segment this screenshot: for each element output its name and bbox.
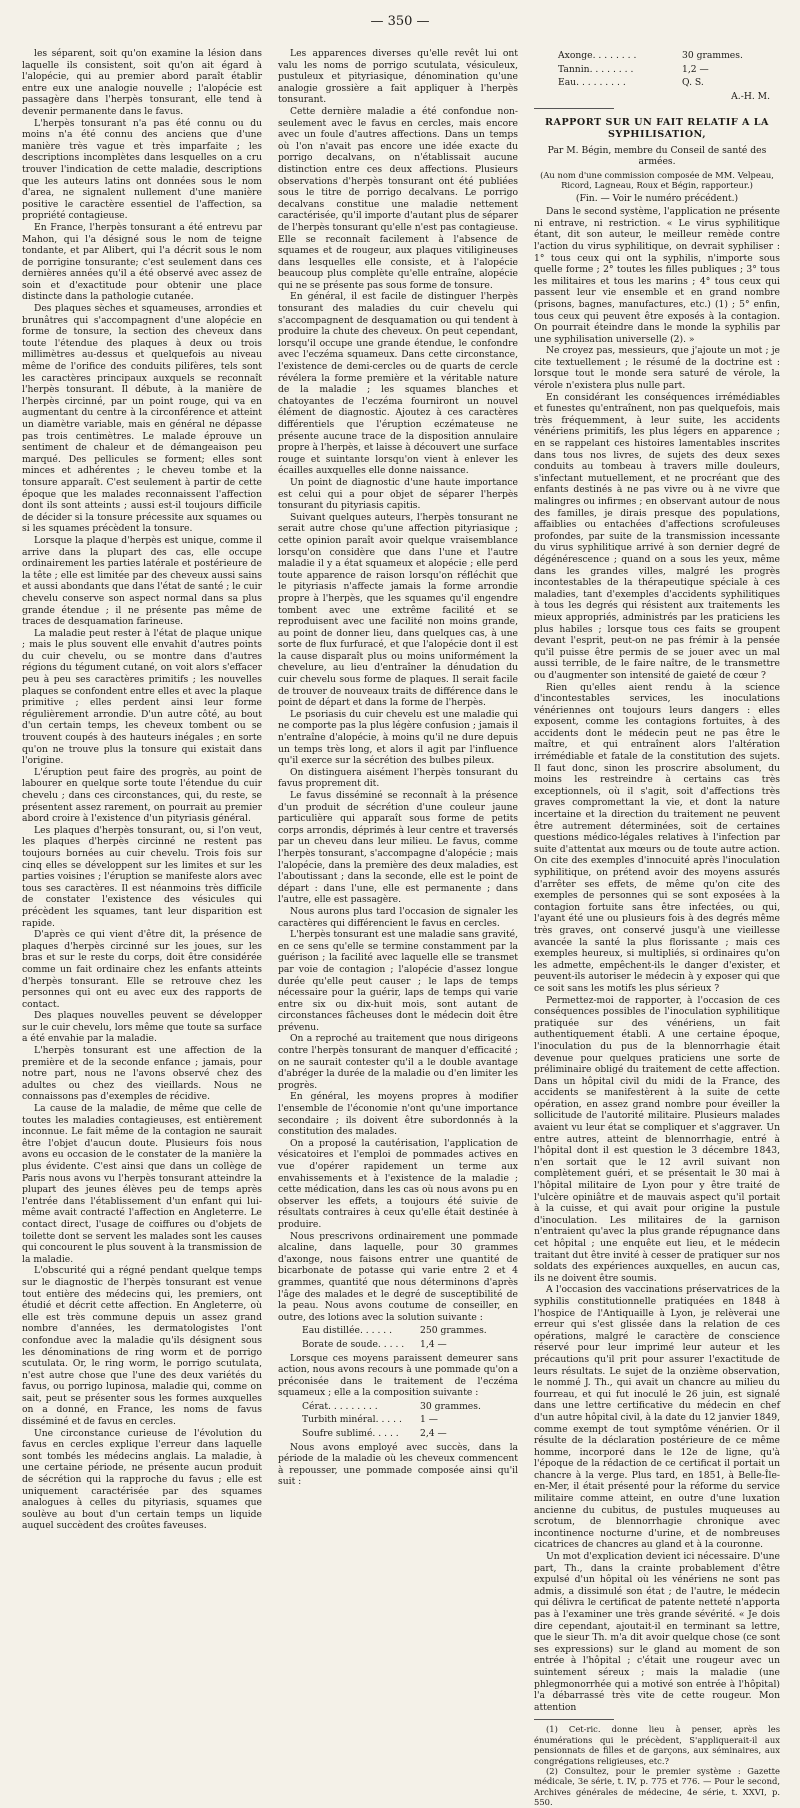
ingredient-qty: 1,2 — — [682, 63, 709, 75]
ingredient-qty: 30 grammes. — [682, 50, 743, 61]
paragraph: L'éruption peut faire des progrès, au point de labourer en quelque sorte toute l'étendue du cuir chevelu ; dans ces circonstances, qui, du reste, se présentent assez rarement, on pourrait au premier abord croire à l'existence d'un pityriasis général. — [22, 766, 262, 825]
paragraph: Des plaques nouvelles peuvent se développer sur le cuir chevelu, lors même que toute sa surface a été envahie par la maladie. — [22, 1010, 262, 1045]
paragraph: La maladie peut rester à l'état de plaque unique ; mais le plus souvent elle envahit d'autres points du cuir chevelu, ou se montre dans d'autres régions du tégument cutané, on voit alors s'effacer peu à peu ses caractères primitifs ; les nouvelles plaques se confondent entre elles et avec la plaque primitive ; elles perdent ainsi leur forme régulièrement arrondie. D'un autre côté, au bout d'un certain temps, les cheveux tombent ou se trouvent coupés à des hauteurs inégales ; en sorte qu'on ne trouve plus la tonsure qui existait dans l'origine. — [22, 627, 262, 767]
paragraph: Lorsque la plaque d'herpès est unique, comme il arrive dans la plupart des cas, elle occupe ordinairement les parties latérale et postérieure de la tête ; elle est limitée par des cheveux aussi sains et aussi abondants que dans l'état de santé ; le cuir chevelu conserve son aspect normal dans sa plus grande étendue ; il ne présente pas même de traces de desquamation farineuse. — [22, 534, 262, 628]
ingredient-qty: 1 — — [420, 1414, 438, 1426]
recipe-row — [302, 1325, 490, 1337]
paragraph: Rien qu'elles aient rendu à la science d'incontestables services, les inoculations vénériennes ont toujours leurs dangers : elles exposent, comme les contagions fortuites, à des accidents dont le médecin peut ne pas être le maître, et qui entraînent alors l'altération irrémédiable et fatale de la constitution des sujets. Il faut donc, sinon les proscrire absolument, du moins les restreindre à certains cas très exceptionnels, où il s'agit, soit d'affections très graves compromettant la vie, et dont la nature incertaine et la direction du traitement ne peuvent être autrement déterminées, soit de certaines questions médico-légales relatives à l'infection par suite d'attentat aux mœurs ou de toute autre action. On cite des exemples d'innocuité après l'inoculation syphilitique, on prétend avoir des moyens assurés d'arrêter ses effets, de même qu'on cite des exemples de personnes qui se sont exposées à la contagion fortuite sans être infectées, ou qui, l'ayant été une ou plusieurs fois à des degrés même très graves, ont conservé jusqu'à une vieillesse avancée la santé la plus florissante ; mais ces exemples heureux, si multipliés, si ordinaires qu'on les admette, empêchent-ils le danger d'exister, et peuvent-ils autoriser le médecin à y exposer qui que ce soit sans les motifs les plus sérieux ? — [534, 681, 780, 994]
commission-note: (Au nom d'une commission composée de MM. Velpeau, Ricord, Lagneau, Roux et Bégin, rapporteur.) — [540, 169, 774, 191]
paragraph: Ne croyez pas, messieurs, que j'ajoute un mot ; je cite textuellement ; le résumé de la doctrine est : lorsque tout le monde sera saturé de vérole, la vérole n'existera plus nulle part. — [534, 345, 780, 392]
paragraph: Dans le second système, l'application ne présente ni entrave, ni restriction. « Le virus syphilitique étant, dit son auteur, le meilleur remède contre l'action du virus syphilitique, on devrait syphiliser : 1° tous ceux qui ont la syphilis, n'importe sous quelle forme ; 2° toutes les filles publiques ; 3° tous les militaires et tous les marins ; 4° tous ceux qui passent leur vie ensemble et en grand nombre (prisons, bagnes, manufactures, etc.) (1) ; 5° enfin, tous ceux qui peuvent être exposés à la contagion. On pourrait éteindre dans le monde la syphilis par une syphilisation universelle (2). » — [534, 206, 780, 345]
paragraph: Nous prescrivons ordinairement une pommade alcaline, dans laquelle, pour 30 grammes d'axonge, nous faisons entrer une quantité de bicarbonate de potasse qui varie entre 2 et 4 grammes, quantité que nous déterminons d'après l'âge des malades et le degré de susceptibilité de la peau. Nous avons coutume de conseiller, en outre, des lotions avec la solution suivante : — [278, 1230, 518, 1323]
ingredient-name: Cérat. . . . . . . . . — [302, 1400, 378, 1412]
ingredient-qty: 2,4 — — [420, 1428, 447, 1440]
ingredient-qty: 1,4 — — [420, 1338, 447, 1350]
paragraph: L'herpès tonsurant est une maladie sans gravité, en ce sens qu'elle se termine constamment par la guérison ; la facilité avec laquelle elle se transmet par voie de contagion ; l'alopécie d'assez longue durée qu'elle peut causer ; le laps de temps nécessaire pour la guérir, laps de temps qui varie entre six ou dix-huit mois, sont autant de circonstances fâcheuses dont le médecin doit être prévenu. — [278, 929, 518, 1033]
paragraph: Les plaques d'herpès tonsurant, ou, si l'on veut, les plaques d'herpès circinné ne restent pas toujours bornées au cuir chevelu. Trois fois sur cinq elles se développent sur les limites et sur les parties voisines ; l'éruption se manifeste alors avec tous ses caractères. Il est néanmoins très difficile de constater l'existence des vésicules qui précèdent les squames, tant leur disparition est rapide. — [22, 824, 262, 929]
paragraph: D'après ce qui vient d'être dit, la présence de plaques d'herpès circinné sur les joues, sur les bras et sur le reste du corps, doit être considérée comme un fait ordinaire chez les enfants atteints d'herpès tonsurant. Elle se retrouve chez les personnes qui ont eu avec eux des rapports de contact. — [22, 929, 262, 1010]
paragraph: les séparent, soit qu'on examine la lésion dans laquelle ils consistent, soit qu'on ait égard à l'alopécie, qui au premier abord paraît établir entre eux une analogie nouvelle ; l'alopécie est passagère dans l'herpès tonsurant, elle tend à devenir permanente dans le favus. — [22, 48, 262, 117]
recipe-row — [558, 64, 752, 76]
recipe-row — [302, 1428, 490, 1440]
ingredient-name: Turbith minéral. . . . . — [302, 1414, 402, 1426]
recipe-row — [558, 50, 752, 62]
recipe-row — [302, 1339, 490, 1351]
paragraph: Le favus disséminé se reconnaît à la présence d'un produit de sécrétion d'une couleur jaune particulière qui apparaît sous forme de petits corps arrondis, déprimés à leur centre et traversés par un cheveu dans leur milieu. Le favus, comme l'herpès tonsurant, s'accompagne d'alopécie ; mais l'alopécie, dans la première des deux maladies, est l'aboutissant ; dans la seconde, elle est le point de départ : dans l'une, elle est permanente ; dans l'autre, elle est passagère. — [278, 790, 518, 906]
paragraph: L'herpès tonsurant est une affection de la première et de la seconde enfance ; jamais, pour notre part, nous ne l'avons observé chez des adultes ou chez des vieillards. Nous ne connaissons pas d'exemples de récidive. — [22, 1045, 262, 1103]
paragraph: L'obscurité qui a régné pendant quelque temps sur le diagnostic de l'herpès tonsurant est venue tout entière des médecins qui, les premiers, ont étudié et décrit cette affection. En Angleterre, où elle est très commune depuis un assez grand nombre d'années, les dermatologistes l'ont confondue avec la maladie qu'ils désignent sous les dénominations de ring worm et de porrigo scutulata. Or, le ring worm, le porrigo scutulata, n'est autre chose que l'une des deux variétés du favus, ou porrigo lupinosa, maladie qui, comme on sait, peut se présenter sous les formes auxquelles on a donné, en France, les noms de favus disséminé et de favus en cercles. — [22, 1265, 262, 1428]
recipe-row — [302, 1401, 490, 1413]
paragraph: En considérant les conséquences irrémédiables et funestes qu'entraînent, non pas quelquefois, mais très fréquemment, à leur suite, les accidents vénériens primitifs, les plus légers en apparence ; en se rappelant ces histoires lamentables inscrites dans tous nos livres, de sujets des deux sexes conduits au tombeau à travers mille douleurs, s'infectant mutuellement, et ne procréant que des enfants destinés à ne pas vivre ou à ne vivre que malingres ou infirmes ; en observant autour de nous des familles, je dirais presque des populations, affaiblies ou entachées d'affections scrofuleuses profondes, par suite de la transmission incessante du virus syphilitique arrivé à son dernier degré de dégénérescence ; quand on a sous les yeux, même dans les grandes villes, malgré les progrès incontestables de la thérapeutique spéciale à ces maladies, tant d'exemples d'accidents syphilitiques à tous les degrés qui résistent aux traitements les mieux appropriés, administrés par les praticiens les plus habiles ; lorsque tous ces faits se groupent devant l'esprit, peut-on ne pas frémir à la pensée qu'il puisse être permis de se jouer avec un mal aussi terrible, de le faire naître, de le transmettre ou d'augmenter son intensité de gaieté de cœur ? — [534, 391, 780, 681]
paragraph: Des plaques sèches et squameuses, arrondies et brunâtres qui s'accompagnent d'une alopécie en forme de tonsure, la section des cheveux dans toute l'étendue des plaques à deux ou trois millimètres au-dessus et quelquefois au niveau même de l'orifice des conduits pilifères, tels sont les caractères principaux auxquels se reconnaît l'herpès tonsurant. Il débute, à la manière de l'herpès circinné, par un point rouge, qui va en augmentant du centre à la circonférence et atteint un diamètre variable, mais en général ne dépasse pas trois centimètres. Le malade éprouve un sentiment de chaleur et de démangeaison peu marqué. Des pellicules se forment; elles sont minces et adhérentes ; le cheveu tombe et la tonsure apparaît. C'est seulement à partir de cette époque que les malades reconnaissent l'affection dont ils sont atteints ; aussi est-il toujours difficile de décider si la tonsure précessite aux squames ou si les squames précèdent la tonsure. — [22, 303, 262, 535]
paragraph: Le psoriasis du cuir chevelu est une maladie qui ne comporte pas la plus légère confusion ; jamais il n'entraîne d'alopécie, à moins qu'il ne dure depuis un temps très long, et alors il agit par l'influence qu'il exerce sur la sécrétion des bulbes pileux. — [278, 708, 518, 767]
continuation-note: (Fin. — Voir le numéro précédent.) — [575, 192, 739, 204]
paragraph: La cause de la maladie, de même que celle de toutes les maladies contagieuses, est entièrement inconnue. Le fait même de la contagion ne saurait être l'objet d'aucun doute. Plusieurs fois nous avons eu occasion de le constater de la manière la plus évidente. C'est ainsi que dans un collège de Paris nous avons vu l'herpès tonsurant atteindre la plupart des jeunes élèves peu de temps après l'entrée dans l'établissement d'un enfant qui lui-même avait contracté l'affection en Angleterre. Le contact direct, l'usage de coiffures ou d'objets de toilette dont se servent les malades sont les causes qui concourent le plus souvent à la transmission de la maladie. — [22, 1103, 262, 1265]
paragraph: A l'occasion des vaccinations préservatrices de la syphilis constitutionnelle pratiquées en 1848 à l'hospice de l'Antiquaille à Lyon, je relèverai une erreur qui s'est glissée dans la relation de ces opérations, malgré le caractère de conscience réservé pour leur imprimé leur auteur et les précautions qu'il prit pour assurer l'exactitude de leurs résultats. Le sujet de la onzième observation, le nommé J. Th., qui avait un chancre au milieu du fourreau, et qui fut inoculé le 26 juin, est signalé dans une lettre certificative du médecin en chef d'un autre hôpital civil, à la date du 12 janvier 1849, comme exempt de tout symptôme vénérien. Or il résulte de la déclaration postérieure de ce même homme, incorporé dans le 12e de ligne, qu'à l'époque de la rédaction de ce certificat il portait un chancre à la verge. Plus tard, en 1851, à Belle-Île-en-Mer, il était présenté pour la réforme du service militaire comme atteint, en outre d'une luxation ancienne du cubitus, de pustules muqueuses au scrotum, de blennorrhagie chronique avec incontinence nocturne d'urine, et de nombreuses cicatrices de chancres au gland et à la couronne. — [534, 1284, 780, 1551]
article-title: RAPPORT SUR UN FAIT RELATIF A LA SYPHILISATION, — [545, 117, 769, 140]
recipe-row — [558, 77, 752, 89]
ingredient-name: Eau. . . . . . . . . — [558, 77, 626, 89]
paragraph: Permettez-moi de rapporter, à l'occasion de ces conséquences possibles de l'inoculation syphilitique pratiquée sur des vénériens, un fait authentiquement établi. A une certaine époque, l'inoculation du pus de la blennorrhagie était devenue pour quelques praticiens une sorte de préliminaire obligé du traitement de cette affection. Dans un hôpital civil du midi de la France, des accidents se manifestèrent à la suite de cette opération, en assez grand nombre pour éveiller la sollicitude de l'autorité militaire. Plusieurs malades avaient vu leur état se compliquer et s'aggraver. Un entre autres, atteint de blennorrhagie, entré à l'hôpital dont il est question le 3 décembre 1843, n'en sortait que le 12 avril suivant non complètement guéri, et se présentait le 30 mai à l'hôpital militaire de Lyon pour y être traité de l'ulcère opiniâtre et de mauvais aspect qu'il portait à la cuisse, et qui avait pour origine la pustule d'inoculation. Les militaires de la garnison n'entraient qu'avec la plus grande répugnance dans cet hôpital ; une enquête eut lieu, et le médecin traitant dut être invité à cesser de pratiquer sur nos soldats des expériences auxquelles, en aucun cas, ils ne doivent être soumis. — [534, 994, 780, 1284]
paragraph: On a proposé la cautérisation, l'application de vésicatoires et l'emploi de pommades actives en vue d'opérer rapidement un terme aux envahissements et à l'existence de la maladie ; cette médication, dans les cas où nous avons pu en observer les effets, a toujours été suivie de résultats contraires à ceux qu'elle était destinée à produire. — [278, 1137, 518, 1230]
ingredient-name: Borate de soude. . . . . — [302, 1338, 405, 1350]
column-middle — [278, 48, 518, 1488]
paragraph: Un point de diagnostic d'une haute importance est celui qui a pour objet de séparer l'herpès tonsurant du pityriasis capitis. — [278, 476, 518, 512]
footnote-divider — [534, 1719, 614, 1720]
column-left — [22, 48, 262, 1532]
recipe-row — [302, 1414, 490, 1426]
ingredient-qty: 30 grammes. — [420, 1400, 481, 1412]
paragraph: Un mot d'explication devient ici nécessaire. D'une part, Th., dans la crainte probablement d'être expulsé d'un hôpital où les vénériens ne sont pas admis, a dissimulé son état ; de l'autre, le médecin qui délivra le certificat de patente netteté n'apporta pas à l'examiner une très grande sévérité. « Je dois dire cependant, ajoutait-il en terminant sa lettre, que le sieur Th. m'a dit avoir quelque chose (ce sont ses expressions) sur le gland au moment de son entrée à l'hôpital ; c'était une rougeur avec un suintement séreux ; mais la maladie (une phlegmonorrhée qui a motivé son entrée à l'hôpital) l'a débarrassé très vite de cette rougeur. Mon attention — [534, 1551, 780, 1713]
paragraph: En général, il est facile de distinguer l'herpès tonsurant des maladies du cuir chevelu qui s'accompagnent de desquamation ou qui tendent à produire la chute des cheveux. On peut cependant, lorsqu'il occupe une grande étendue, le confondre avec l'eczéma squameux. Dans cette circonstance, l'existence de demi-cercles ou de quarts de cercle révélera la forme première et la véritable nature de la maladie ; les squames blanches et chatoyantes de l'eczéma fourniront un nouvel élément de diagnostic. Ajoutez à ces caractères différentiels que l'éruption eczémateuse ne présente aucune trace de la disposition annulaire propre à l'herpès, et laisse à découvert une surface rouge et suintante lorsqu'on vient à enlever les écailles auxquelles elle donne naissance. — [278, 291, 518, 477]
paragraph: Les apparences diverses qu'elle revêt lui ont valu les noms de porrigo scutulata, vésiculeux, pustuleux et pityriasique, dénomination qu'une analogie grossière a fait appliquer à l'herpès tonsurant. — [278, 48, 518, 106]
paragraph: L'herpès tonsurant n'a pas été connu ou du moins n'a été connu des anciens que d'une manière très vague et très imparfaite ; les descriptions incomplètes dans lesquelles on a cru trouver l'indication de cette maladie, descriptions que les auteurs latins ont données sous le nom d'area, ne signalent nullement d'une manière positive le caractère essentiel de l'affection, sa propriété contagieuse. — [22, 117, 262, 222]
paragraph: Nous avons employé avec succès, dans la période de la maladie où les cheveux commencent à repousser, une pommade composée ainsi qu'il suit : — [278, 1441, 518, 1488]
ingredient-qty: 250 grammes. — [420, 1325, 487, 1337]
ingredient-name: Soufre sublimé. . . . . — [302, 1428, 399, 1440]
paragraph: Nous aurons plus tard l'occasion de signaler les caractères qui différencient le favus en cercles. — [278, 905, 518, 929]
ingredient-qty: Q. S. — [682, 77, 704, 89]
paragraph: En général, les moyens propres à modifier l'ensemble de l'économie n'ont qu'une importance secondaire ; ils doivent être subordonnés à la constitution des malades. — [278, 1091, 518, 1138]
article-byline: Par M. Bégin, membre du Conseil de santé des armées. — [547, 144, 767, 168]
paragraph: Lorsque ces moyens paraissent demeurer sans action, nous avons recours à une pommade qu'on a préconisée dans le traitement de l'eczéma squameux ; elle a la composition suivante : — [278, 1352, 518, 1399]
footnote: (2) Consultez, pour le premier système : Gazette médicale, 3e série, t. IV, p. 775 et 776. — Pour le second, Archives générales de médecine, 4e série, t. XXVI, p. 550. — [534, 1765, 780, 1808]
author-signature: A.-H. M. — [731, 90, 770, 102]
divider — [534, 108, 614, 109]
paragraph: En France, l'herpès tonsurant a été entrevu par Mahon, qui l'a désigné sous le nom de teigne tondante, et par Alibert, qui l'a décrit sous le nom de porrigine tonsurante; c'est seulement dans ces dernières années qu'il a été observé avec assez de soin et d'exactitude pour obtenir une place distincte dans la pathologie cutanée. — [22, 221, 262, 303]
footnote: (1) Cet-ric. donne lieu à penser, après les énumérations qui le précèdent, S'appliquerait-il aux pensionnats de filles et de garçons, aux séminaires, aux congrégations religieuses, etc.? — [534, 1724, 780, 1766]
ingredient-name: Axonge. . . . . . . . — [558, 50, 637, 61]
column-right — [534, 48, 780, 1808]
paragraph: Une circonstance curieuse de l'évolution du favus en cercles explique l'erreur dans laquelle sont tombés les médecins anglais. La maladie, à une certaine période, ne présente aucun produit de sécrétion qui la rapproche du favus ; elle est uniquement caractérisée par des squames analogues à celles du pityriasis, squames que soulève au bout d'un certain temps un liquide auquel succèdent des croûtes faveuses. — [22, 1427, 262, 1532]
ingredient-name: Eau distillée. . . . . . — [302, 1325, 393, 1337]
page-number: — 350 — — [370, 14, 430, 29]
ingredient-name: Tannin. . . . . . . . — [558, 63, 634, 75]
paragraph: On distinguera aisément l'herpès tonsurant du favus proprement dit. — [278, 766, 518, 790]
paragraph: Cette dernière maladie a été confondue non-seulement avec le favus en cercles, mais encore avec un foule d'autres affections. Dans un temps où l'on n'avait pas encore une idée exacte du porrigo decalvans, on n'établissait aucune distinction entre ces deux affections. Plusieurs observations d'herpès tonsurant ont été publiées sous le titre de porrigo decalvans. Le porrigo decalvans constitue une maladie nettement caractérisée, qu'il importe d'autant plus de séparer de l'herpès tonsurant qu'elle n'est pas contagieuse. Elle se reconnaît facilement à l'absence de squames et de rougeur, aux plaques vitiligineuses dans lesquelles elle consiste, et à l'alopécie beaucoup plus complète qu'elle entraîne, alopécie qui ne se présente pas sous forme de tonsure. — [278, 105, 518, 291]
paragraph: Suivant quelques auteurs, l'herpès tonsurant ne serait autre chose qu'une affection pityriasique ; cette opinion paraît avoir quelque vraisemblance lorsqu'on considère que dans l'une et l'autre maladie il y a état squameux et alopécie ; elle perd toute apparence de raison lorsqu'on réfléchit que le pityriasis n'affecte jamais la forme arrondie propre à l'herpès, que les squames qu'il engendre tombent avec une extrême facilité et se reproduisent avec une facilité non moins grande, au point de donner lieu, dans quelques cas, à une sorte de flux furfuracé, et que l'alopécie dont il est la cause disparaît plus ou moins uniformément la chevelure, au lieu d'entraîner la dénudation du cuir chevelu sous forme de plaques. Il serait facile de trouver de nouveaux traits de différence dans le point de départ et dans la forme de l'herpès. — [278, 511, 518, 709]
paragraph: On a reproché au traitement que nous dirigeons contre l'herpès tonsurant de manquer d'efficacité ; on ne saurait contester qu'il a le double avantage d'abréger la durée de la maladie ou d'en limiter les progrès. — [278, 1033, 518, 1091]
